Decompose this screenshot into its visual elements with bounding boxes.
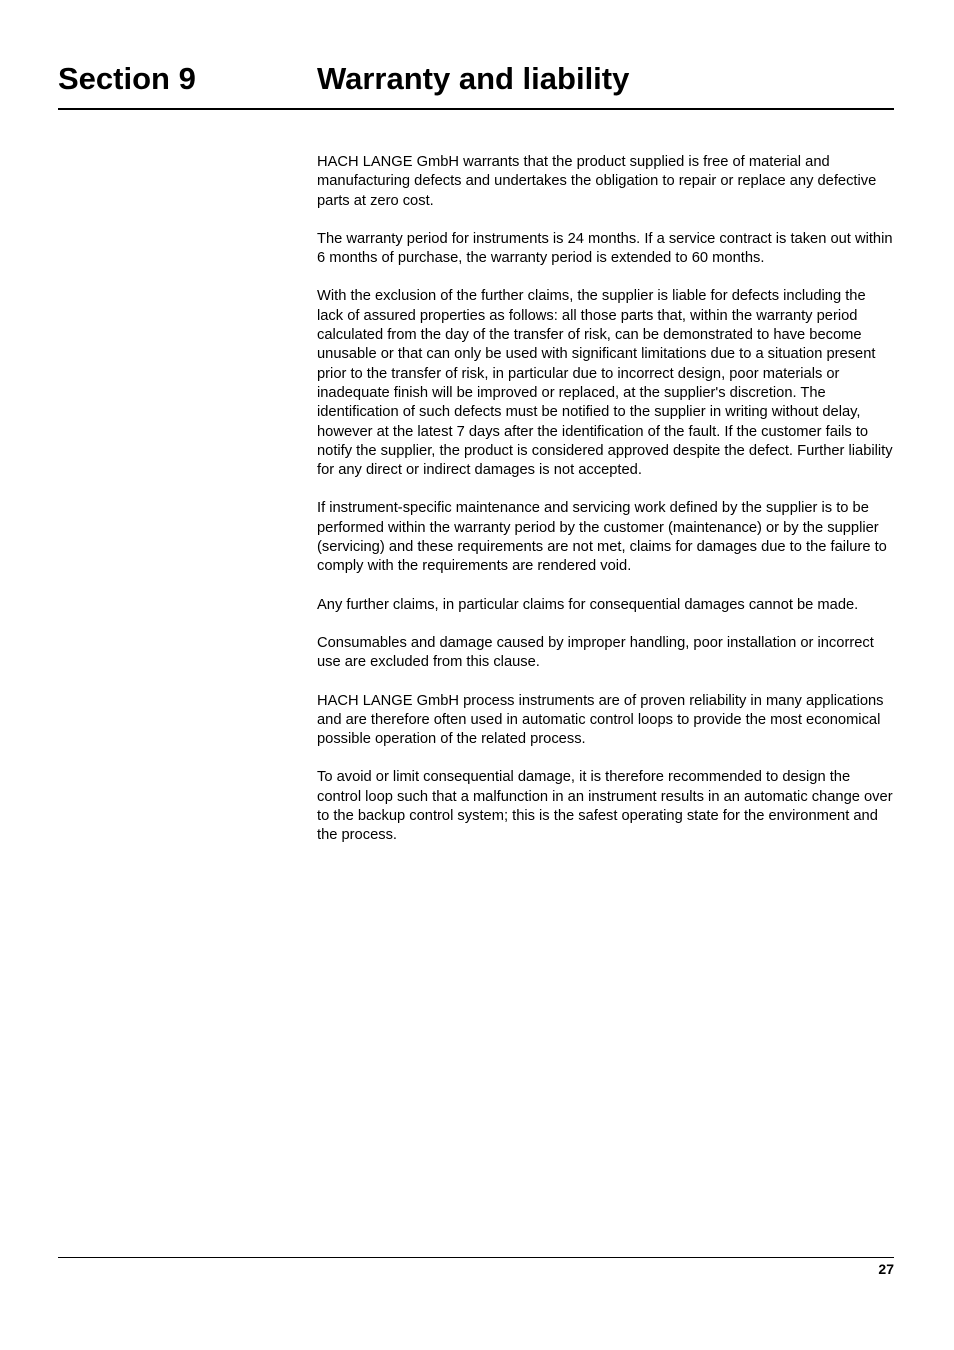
- paragraph-warranty-period: The warranty period for instruments is 24 months. If a service contract is taken out within 6 months of purchase, the warranty period is extended to 60 months.: [317, 230, 893, 267]
- paragraph-exclusions: Consumables and damage caused by improper handling, poor installation or incorrect use are excluded from this clause.: [317, 634, 874, 671]
- footer-divider: [58, 1257, 894, 1258]
- paragraph-further-claims: Any further claims, in particular claims for consequential damages cannot be made.: [317, 596, 859, 613]
- paragraph-reliability: HACH LANGE GmbH process instruments are of proven reliability in many applications and are therefore often used in automatic control loops to provide the most economical possible operation of the related process.: [317, 692, 884, 748]
- paragraph-liability-defects: With the exclusion of the further claims, the supplier is liable for defects including the lack of assured properties as follows: all those parts that, within the warranty period calculated from the day of the transfer of risk, can be demonstrated to have become unusable or that can only be used with significant limitations due to a situation present prior to the transfer of risk, in particular due to incorrect design, poor materials or inadequate finish will be improved or replaced, at the supplier's discretion. The identification of such defects must be notified to the supplier in writing without delay, however at the latest 7 days after the identification of the fault. If the customer fails to notify the supplier, the product is considered approved despite the defect. Further liability for any direct or indirect damages is not accepted.: [317, 288, 893, 479]
- paragraph-recommendation: To avoid or limit consequential damage, it is therefore recommended to design the control loop such that a malfunction in an instrument results in an automatic change over to the backup control system; this is the safest operating state for the environment and the process.: [317, 769, 893, 844]
- section-title: Warranty and liability: [317, 61, 630, 96]
- warranty-body: [317, 153, 894, 865]
- paragraph-maintenance-requirements: If instrument-specific maintenance and servicing work defined by the supplier is to be performed within the warranty period by the customer (maintenance) or by the supplier (servicing) and these requirements are not met, claims for damages due to the failure to comply with the requirements are rendered void.: [317, 500, 887, 575]
- paragraph-warranty-statement: HACH LANGE GmbH warrants that the product supplied is free of material and manufacturing defects and undertakes the obligation to repair or replace any defective parts at zero cost.: [317, 154, 877, 209]
- section-header: [58, 58, 894, 110]
- page-number: 27: [878, 1261, 894, 1277]
- section-number: Section 9: [58, 61, 196, 96]
